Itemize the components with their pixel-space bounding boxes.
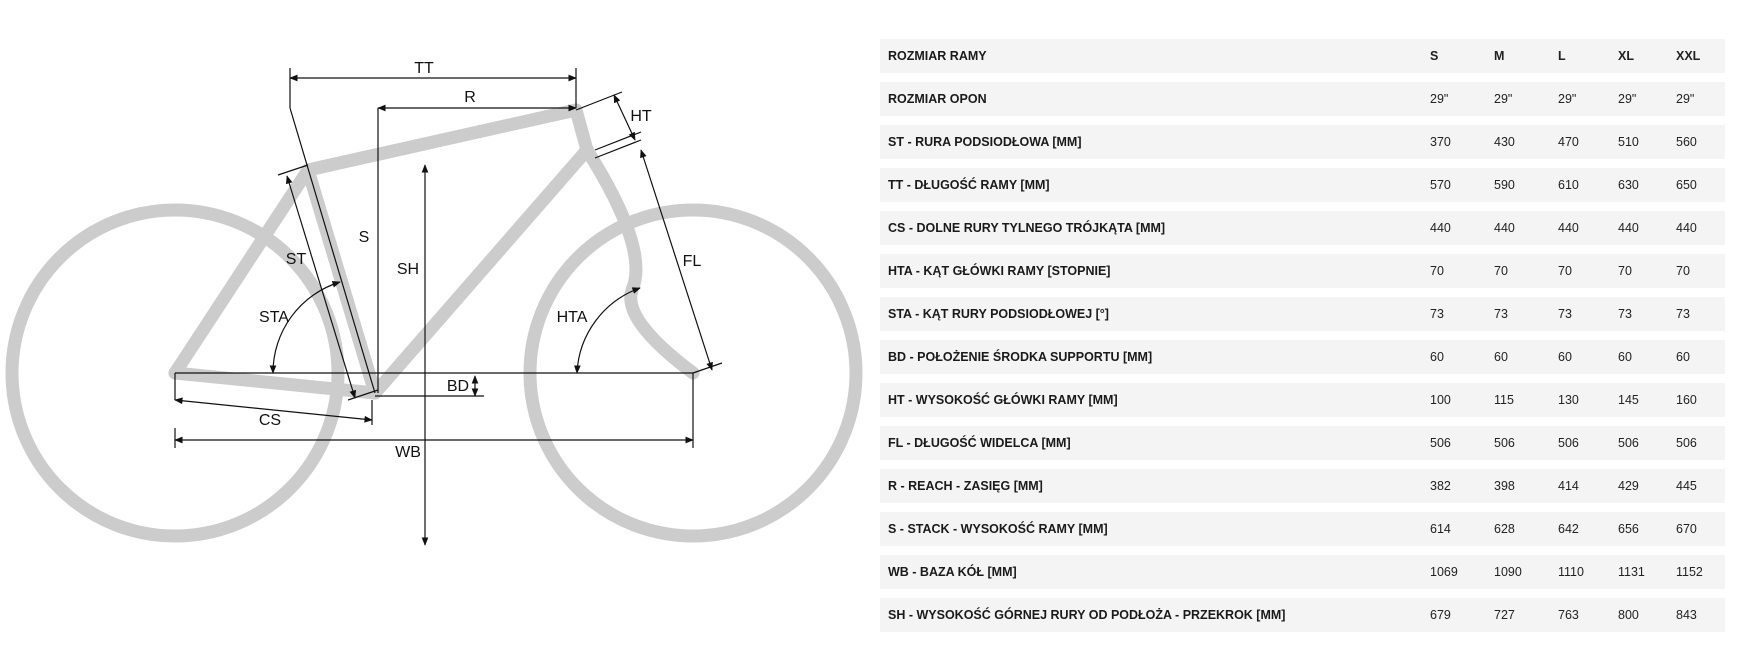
row-label: ROZMIAR OPON bbox=[888, 92, 987, 106]
row-value: 382 bbox=[1430, 479, 1451, 493]
row-value: 560 bbox=[1676, 135, 1697, 149]
row-label: R - REACH - ZASIĘG [MM] bbox=[888, 479, 1043, 493]
table-row bbox=[880, 512, 1725, 546]
table-row bbox=[880, 598, 1725, 632]
row-label: FL - DŁUGOŚĆ WIDELCA [MM] bbox=[888, 436, 1071, 450]
table-row bbox=[880, 340, 1725, 374]
row-value: 160 bbox=[1676, 393, 1697, 407]
row-value: 60 bbox=[1558, 350, 1572, 364]
row-label: HT - WYSOKOŚĆ GŁÓWKI RAMY [MM] bbox=[888, 393, 1118, 407]
row-value: 29" bbox=[1494, 92, 1513, 106]
row-label: STA - KĄT RURY PODSIODŁOWEJ [°] bbox=[888, 307, 1109, 321]
row-value: 414 bbox=[1558, 479, 1579, 493]
row-value: 60 bbox=[1494, 350, 1508, 364]
row-value: 440 bbox=[1618, 221, 1639, 235]
row-value: 800 bbox=[1618, 608, 1639, 622]
table-row bbox=[880, 211, 1725, 245]
row-value: 510 bbox=[1618, 135, 1639, 149]
row-value: 763 bbox=[1558, 608, 1579, 622]
row-value: 70 bbox=[1558, 264, 1572, 278]
table-row bbox=[880, 469, 1725, 503]
table-row bbox=[880, 125, 1725, 159]
table-row bbox=[880, 555, 1725, 589]
row-value: 630 bbox=[1618, 178, 1639, 192]
row-value: 70 bbox=[1618, 264, 1632, 278]
row-value: 679 bbox=[1430, 608, 1451, 622]
row-value: 1090 bbox=[1494, 565, 1522, 579]
label-cs: CS bbox=[258, 412, 282, 429]
row-value: 506 bbox=[1430, 436, 1451, 450]
row-value: 1152 bbox=[1676, 565, 1703, 579]
bike-frame bbox=[175, 110, 693, 393]
row-value: 1131 bbox=[1618, 565, 1645, 579]
row-label: TT - DŁUGOŚĆ RAMY [MM] bbox=[888, 178, 1050, 192]
row-value: 506 bbox=[1676, 436, 1697, 450]
label-sta: STA bbox=[259, 309, 289, 326]
row-value: 628 bbox=[1494, 522, 1515, 536]
row-value: 370 bbox=[1430, 135, 1451, 149]
label-hta: HTA bbox=[556, 309, 588, 326]
label-wb: WB bbox=[395, 444, 421, 461]
row-value: 29" bbox=[1430, 92, 1449, 106]
header-size-xl: XL bbox=[1618, 49, 1634, 63]
row-label: HTA - KĄT GŁÓWKI RAMY [STOPNIE] bbox=[888, 264, 1111, 278]
label-ht: HT bbox=[630, 108, 652, 125]
label-r: R bbox=[464, 89, 476, 106]
table-row bbox=[880, 426, 1725, 460]
row-value: 70 bbox=[1494, 264, 1508, 278]
row-value: 60 bbox=[1430, 350, 1444, 364]
row-value: 70 bbox=[1676, 264, 1690, 278]
header-label: ROZMIAR RAMY bbox=[888, 49, 987, 63]
row-value: 650 bbox=[1676, 178, 1697, 192]
row-value: 1110 bbox=[1558, 565, 1584, 579]
header-size-l: L bbox=[1558, 49, 1566, 63]
table-row bbox=[880, 82, 1725, 116]
row-value: 29" bbox=[1676, 92, 1695, 106]
row-value: 642 bbox=[1558, 522, 1579, 536]
row-value: 440 bbox=[1430, 221, 1451, 235]
row-value: 29" bbox=[1618, 92, 1637, 106]
row-label: CS - DOLNE RURY TYLNEGO TRÓJKĄTA [MM] bbox=[888, 221, 1166, 235]
row-value: 610 bbox=[1558, 178, 1579, 192]
row-value: 398 bbox=[1494, 479, 1515, 493]
row-value: 440 bbox=[1676, 221, 1697, 235]
row-value: 590 bbox=[1494, 178, 1515, 192]
table-row bbox=[880, 383, 1725, 417]
label-fl: FL bbox=[682, 253, 702, 270]
row-value: 445 bbox=[1676, 479, 1697, 493]
row-value: 73 bbox=[1558, 307, 1572, 321]
row-label: ST - RURA PODSIODŁOWA [MM] bbox=[888, 135, 1082, 149]
row-value: 60 bbox=[1676, 350, 1690, 364]
row-value: 130 bbox=[1558, 393, 1579, 407]
row-value: 1069 bbox=[1430, 565, 1458, 579]
header-size-s: S bbox=[1430, 49, 1439, 63]
row-value: 73 bbox=[1676, 307, 1690, 321]
header-size-xxl: XXL bbox=[1676, 49, 1701, 63]
geometry-table bbox=[880, 39, 1725, 641]
row-value: 614 bbox=[1430, 522, 1451, 536]
row-value: 430 bbox=[1494, 135, 1515, 149]
row-label: S - STACK - WYSOKOŚĆ RAMY [MM] bbox=[888, 522, 1108, 536]
row-value: 506 bbox=[1494, 436, 1515, 450]
label-bd: BD bbox=[446, 378, 470, 395]
row-value: 656 bbox=[1618, 522, 1639, 536]
row-value: 440 bbox=[1558, 221, 1579, 235]
row-label: BD - POŁOŻENIE ŚRODKA SUPPORTU [MM] bbox=[888, 350, 1153, 364]
row-value: 670 bbox=[1676, 522, 1697, 536]
row-value: 506 bbox=[1558, 436, 1579, 450]
row-value: 73 bbox=[1430, 307, 1444, 321]
row-value: 429 bbox=[1618, 479, 1639, 493]
row-label: SH - WYSOKOŚĆ GÓRNEJ RURY OD PODŁOŻA - PRZEKROK [MM] bbox=[888, 608, 1286, 622]
row-value: 506 bbox=[1618, 436, 1639, 450]
label-st: ST bbox=[285, 251, 307, 268]
row-value: 727 bbox=[1494, 608, 1515, 622]
label-s: S bbox=[358, 229, 370, 246]
row-value: 73 bbox=[1494, 307, 1508, 321]
row-value: 440 bbox=[1494, 221, 1515, 235]
table-row bbox=[880, 297, 1725, 331]
row-value: 470 bbox=[1558, 135, 1579, 149]
row-value: 145 bbox=[1618, 393, 1639, 407]
row-label: WB - BAZA KÓŁ [MM] bbox=[888, 565, 1017, 579]
row-value: 60 bbox=[1618, 350, 1632, 364]
table-header-row bbox=[880, 39, 1725, 73]
row-value: 570 bbox=[1430, 178, 1451, 192]
row-value: 29" bbox=[1558, 92, 1577, 106]
table-row bbox=[880, 168, 1725, 202]
row-value: 100 bbox=[1430, 393, 1451, 407]
table-row bbox=[880, 254, 1725, 288]
row-value: 73 bbox=[1618, 307, 1632, 321]
row-value: 843 bbox=[1676, 608, 1697, 622]
label-tt: TT bbox=[414, 60, 434, 77]
row-value: 115 bbox=[1494, 393, 1514, 407]
label-sh: SH bbox=[396, 261, 420, 278]
row-value: 70 bbox=[1430, 264, 1444, 278]
header-size-m: M bbox=[1494, 49, 1505, 63]
